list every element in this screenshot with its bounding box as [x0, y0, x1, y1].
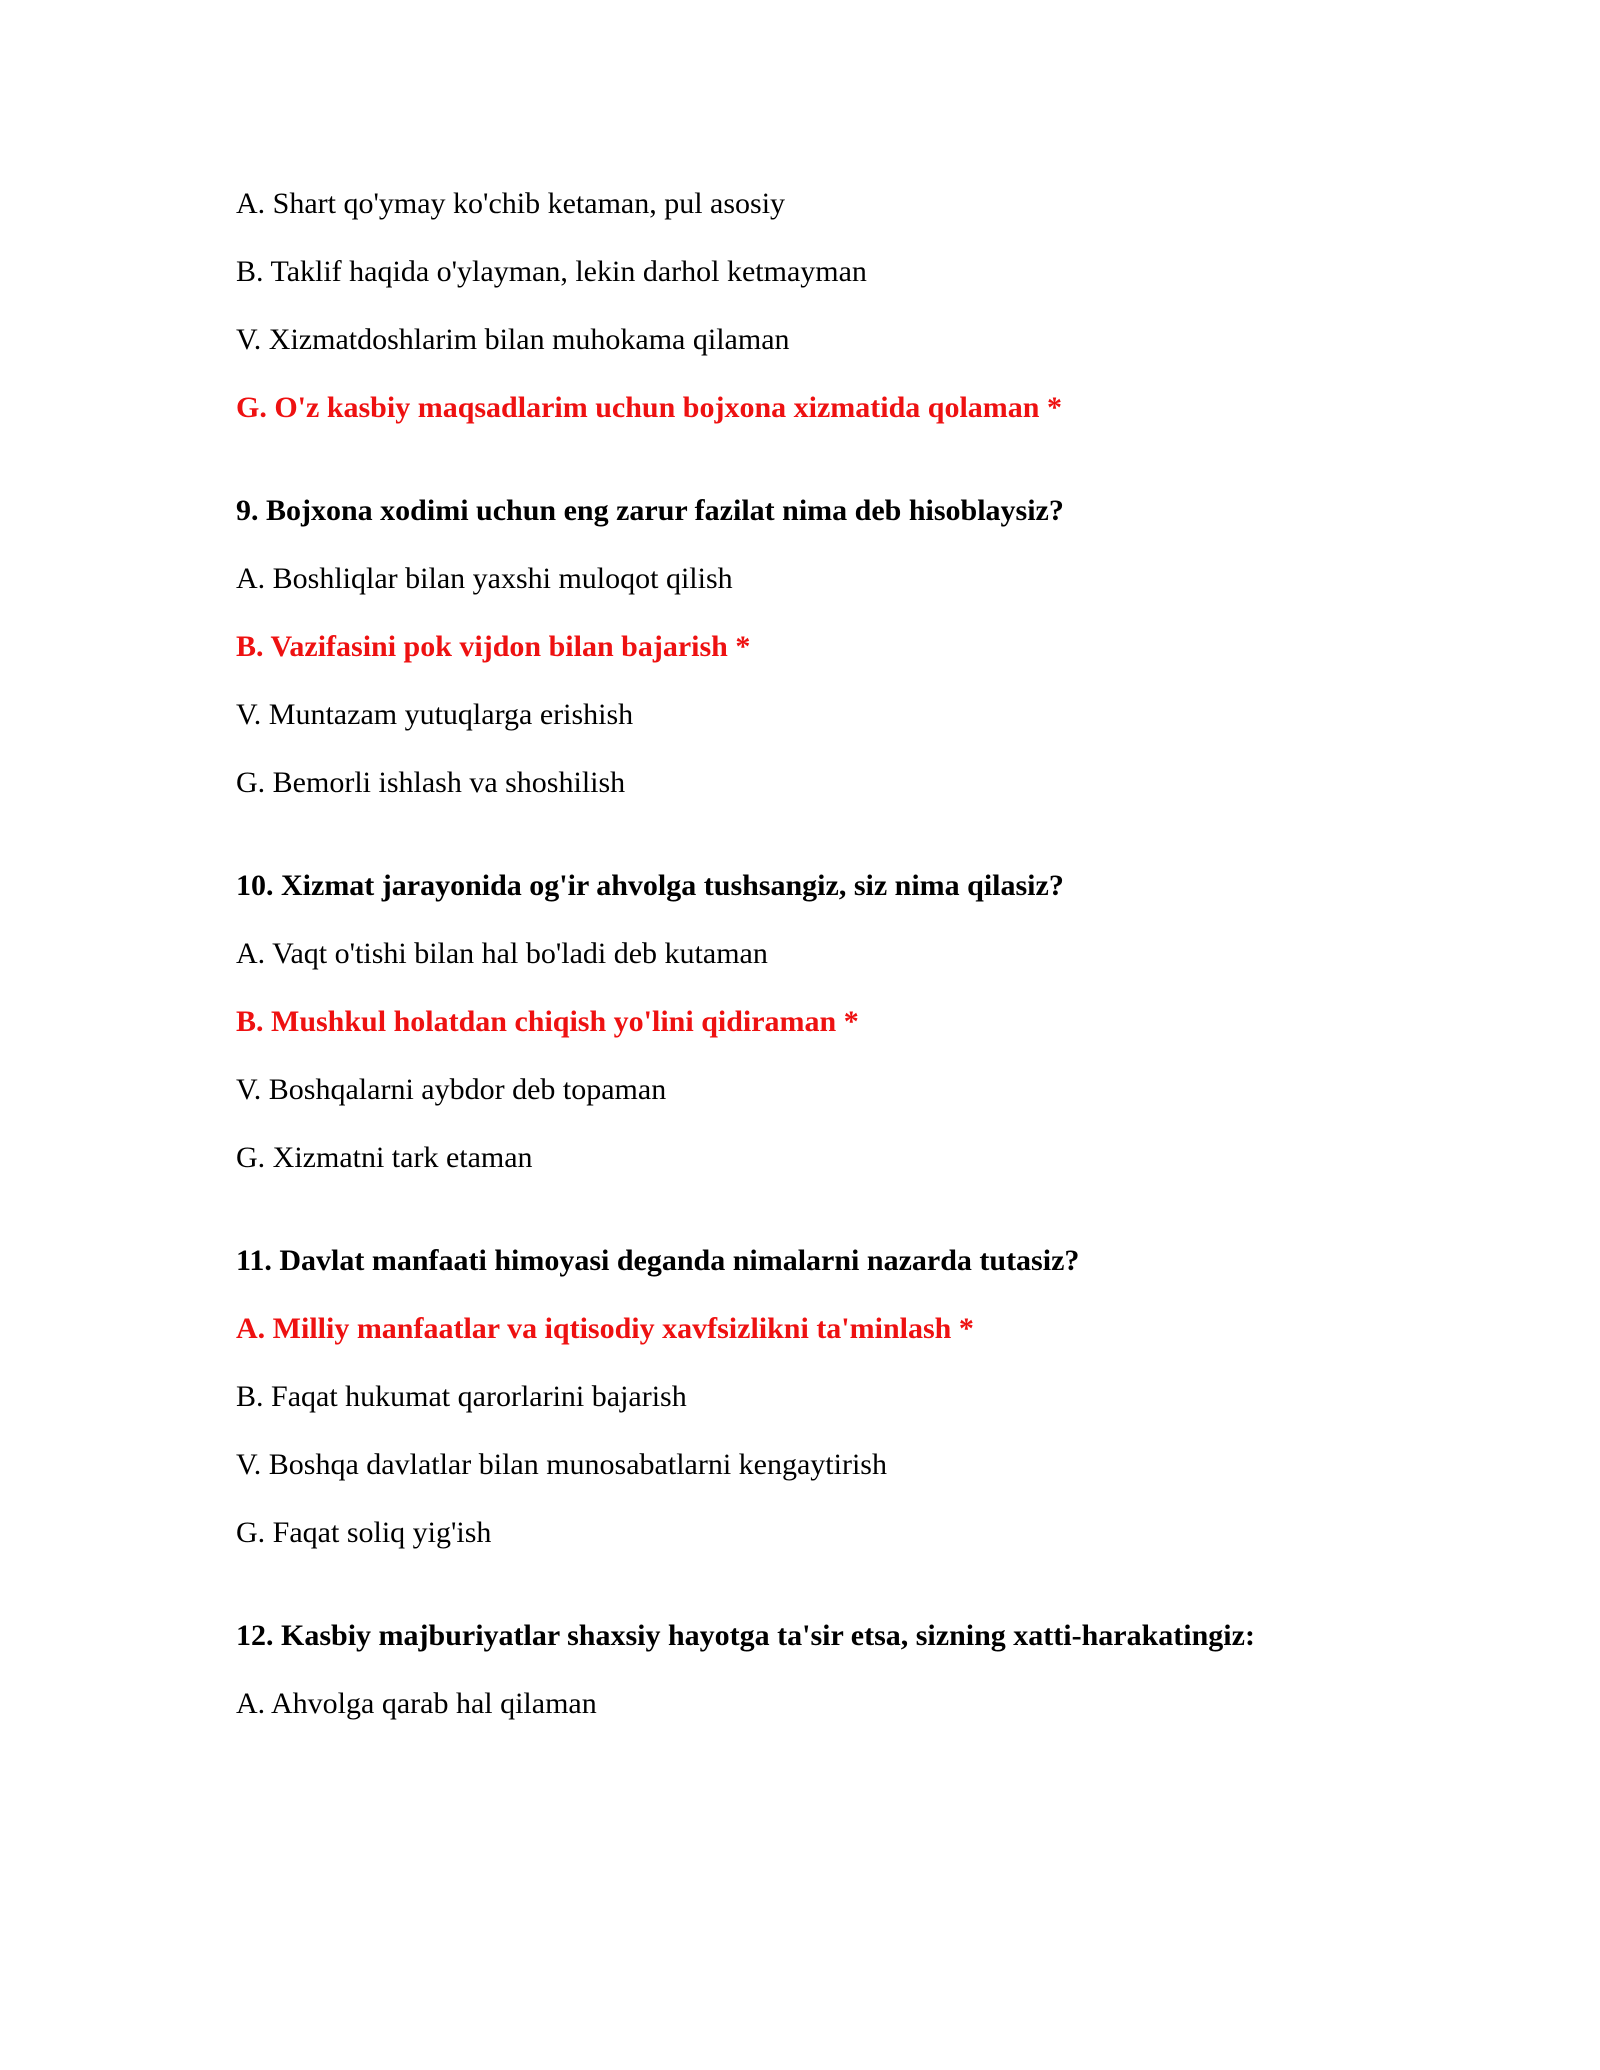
option-11-a-correct: A. Milliy manfaatlar va iqtisodiy xavfsizlikni ta'minlash * [236, 1312, 974, 1345]
option-12-a: A. Ahvolga qarab hal qilaman [236, 1687, 597, 1720]
question-block-11 [236, 1243, 1436, 1551]
option-10-a: A. Vaqt o'tishi bilan hal bo'ladi deb kutaman [236, 937, 768, 970]
question-block-9 [236, 493, 1436, 801]
question-block-8 [236, 186, 1436, 426]
option-11-g: G. Faqat soliq yig'ish [236, 1516, 492, 1549]
question-9-title: 9. Bojxona xodimi uchun eng zarur fazilat nima deb hisoblaysiz? [236, 494, 1064, 527]
option-11-b: B. Faqat hukumat qarorlarini bajarish [236, 1380, 687, 1413]
option-11-v: V. Boshqa davlatlar bilan munosabatlarni kengaytirish [236, 1448, 887, 1481]
option-9-v: V. Muntazam yutuqlarga erishish [236, 698, 634, 731]
option-10-b-correct: B. Mushkul holatdan chiqish yo'lini qidiraman * [236, 1005, 859, 1038]
option-8-a: A. Shart qo'ymay ko'chib ketaman, pul asosiy [236, 187, 786, 220]
option-10-v: V. Boshqalarni aybdor deb topaman [236, 1073, 667, 1106]
option-8-v: V. Xizmatdoshlarim bilan muhokama qilaman [236, 323, 790, 356]
question-10-title: 10. Xizmat jarayonida og'ir ahvolga tushsangiz, siz nima qilasiz? [236, 869, 1064, 902]
option-9-b-correct: B. Vazifasini pok vijdon bilan bajarish * [236, 630, 751, 663]
option-9-g: G. Bemorli ishlash va shoshilish [236, 766, 626, 799]
option-8-b: B. Taklif haqida o'ylayman, lekin darhol ketmayman [236, 255, 867, 288]
option-10-g: G. Xizmatni tark etaman [236, 1141, 533, 1174]
question-11-title: 11. Davlat manfaati himoyasi deganda nimalarni nazarda tutasiz? [236, 1244, 1080, 1277]
document-page [236, 186, 1436, 1754]
question-block-10 [236, 868, 1436, 1176]
option-9-a: A. Boshliqlar bilan yaxshi muloqot qilish [236, 562, 733, 595]
question-12-title: 12. Kasbiy majburiyatlar shaxsiy hayotga ta'sir etsa, sizning xatti-harakatingiz: [236, 1619, 1255, 1652]
option-8-g-correct: G. O'z kasbiy maqsadlarim uchun bojxona xizmatida qolaman * [236, 391, 1062, 424]
question-block-12 [236, 1618, 1436, 1722]
